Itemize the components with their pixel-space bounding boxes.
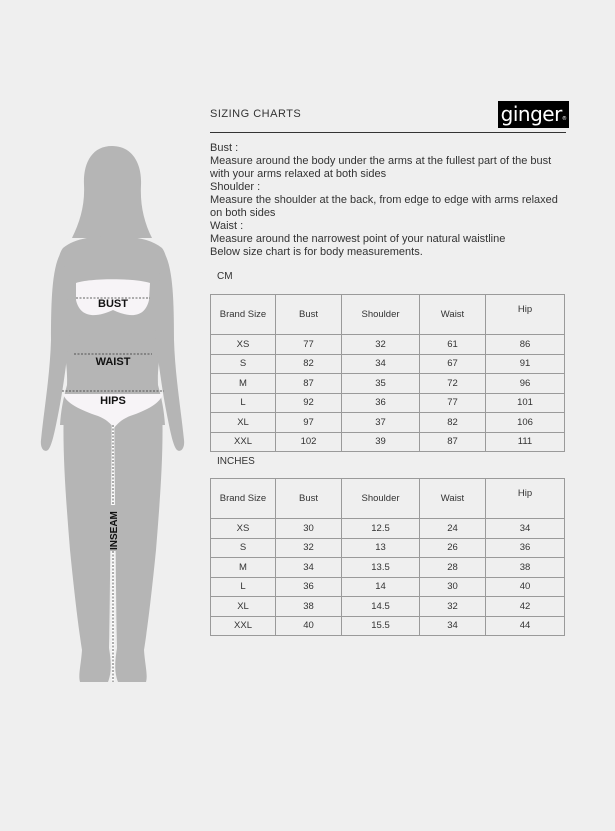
bust-heading: Bust : [210, 142, 239, 154]
body-measurement-figure [0, 0, 200, 700]
column-header: Bust [276, 479, 342, 519]
measurement-cell: 97 [276, 413, 342, 433]
measurement-cell: 38 [486, 558, 565, 578]
size-cell: L [211, 393, 276, 413]
cm-table-label: CM [217, 271, 233, 282]
measurement-cell: 26 [420, 538, 486, 558]
column-header: Brand Size [211, 479, 276, 519]
table-row [211, 597, 565, 617]
table-row [211, 558, 565, 578]
measurement-cell: 82 [276, 354, 342, 374]
table-row [211, 335, 565, 355]
hips-label: HIPS [100, 395, 126, 407]
measurement-cell: 15.5 [342, 616, 420, 636]
size-cell: S [211, 354, 276, 374]
measurement-cell: 14 [342, 577, 420, 597]
measurement-cell: 34 [342, 354, 420, 374]
measurement-cell: 91 [486, 354, 565, 374]
table-header-row [211, 479, 565, 519]
measurement-cell: 67 [420, 354, 486, 374]
measurement-cell: 101 [486, 393, 565, 413]
table-row [211, 519, 565, 539]
measurement-instructions [210, 142, 572, 259]
cm-table-body [211, 335, 565, 452]
column-header: Shoulder [342, 479, 420, 519]
measurement-cell: 36 [276, 577, 342, 597]
waist-instruction: Measure around the narrowest point of your natural waistline [210, 233, 506, 245]
size-cell: M [211, 558, 276, 578]
measurement-cell: 36 [342, 393, 420, 413]
size-cell: XL [211, 597, 276, 617]
size-cell: XXL [211, 616, 276, 636]
table-row [211, 577, 565, 597]
measurement-cell: 24 [420, 519, 486, 539]
column-header: Hip [486, 479, 565, 519]
measurement-cell: 35 [342, 374, 420, 394]
measurement-cell: 111 [486, 432, 565, 452]
measurement-cell: 14.5 [342, 597, 420, 617]
waist-heading: Waist : [210, 220, 244, 232]
measurement-cell: 87 [420, 432, 486, 452]
measurement-cell: 42 [486, 597, 565, 617]
measurement-cell: 32 [342, 335, 420, 355]
measurement-cell: 77 [276, 335, 342, 355]
measurement-cell: 30 [420, 577, 486, 597]
measurement-cell: 92 [276, 393, 342, 413]
shoulder-instruction: Measure the shoulder at the back, from edge to edge with arms relaxed on both sides [210, 194, 558, 219]
measurement-cell: 34 [276, 558, 342, 578]
measurement-cell: 39 [342, 432, 420, 452]
logo-text: ginger [500, 102, 562, 126]
inches-table-label: INCHES [217, 456, 255, 467]
measurement-cell: 61 [420, 335, 486, 355]
body-measurement-note: Below size chart is for body measurements. [210, 246, 423, 258]
measurement-cell: 13.5 [342, 558, 420, 578]
table-header-row [211, 295, 565, 335]
measurement-cell: 28 [420, 558, 486, 578]
page-title: SIZING CHARTS [210, 108, 302, 120]
measurement-cell: 82 [420, 413, 486, 433]
measurement-cell: 87 [276, 374, 342, 394]
measurement-cell: 34 [486, 519, 565, 539]
measurement-cell: 40 [276, 616, 342, 636]
waist-label: WAIST [95, 356, 131, 368]
size-cell: XS [211, 335, 276, 355]
table-row [211, 413, 565, 433]
measurement-cell: 32 [276, 538, 342, 558]
measurement-cell: 102 [276, 432, 342, 452]
inseam-label: INSEAM [109, 511, 120, 550]
size-cell: L [211, 577, 276, 597]
measurement-cell: 96 [486, 374, 565, 394]
cm-size-table [210, 294, 565, 452]
table-row [211, 393, 565, 413]
measurement-cell: 77 [420, 393, 486, 413]
inches-table-body [211, 519, 565, 636]
column-header: Bust [276, 295, 342, 335]
measurement-cell: 12.5 [342, 519, 420, 539]
table-row [211, 538, 565, 558]
measurement-cell: 37 [342, 413, 420, 433]
size-cell: S [211, 538, 276, 558]
column-header: Waist [420, 479, 486, 519]
measurement-cell: 32 [420, 597, 486, 617]
size-cell: XL [211, 413, 276, 433]
measurement-cell: 44 [486, 616, 565, 636]
column-header: Waist [420, 295, 486, 335]
measurement-cell: 72 [420, 374, 486, 394]
table-row [211, 374, 565, 394]
measurement-cell: 34 [420, 616, 486, 636]
inches-size-table [210, 478, 565, 636]
column-header: Hip [486, 295, 565, 335]
size-cell: XXL [211, 432, 276, 452]
measurement-cell: 30 [276, 519, 342, 539]
size-cell: M [211, 374, 276, 394]
table-row [211, 616, 565, 636]
measurement-cell: 13 [342, 538, 420, 558]
measurement-cell: 38 [276, 597, 342, 617]
bust-label: BUST [98, 298, 128, 310]
table-row [211, 354, 565, 374]
measurement-cell: 36 [486, 538, 565, 558]
header-divider [210, 132, 566, 133]
shoulder-heading: Shoulder : [210, 181, 261, 193]
column-header: Brand Size [211, 295, 276, 335]
bust-instruction: Measure around the body under the arms at the fullest part of the bust with your arms relaxed at both sides [210, 155, 552, 180]
brand-logo: ginger® [498, 101, 569, 128]
measurement-cell: 86 [486, 335, 565, 355]
size-cell: XS [211, 519, 276, 539]
table-row [211, 432, 565, 452]
measurement-cell: 106 [486, 413, 565, 433]
measurement-cell: 40 [486, 577, 565, 597]
column-header: Shoulder [342, 295, 420, 335]
